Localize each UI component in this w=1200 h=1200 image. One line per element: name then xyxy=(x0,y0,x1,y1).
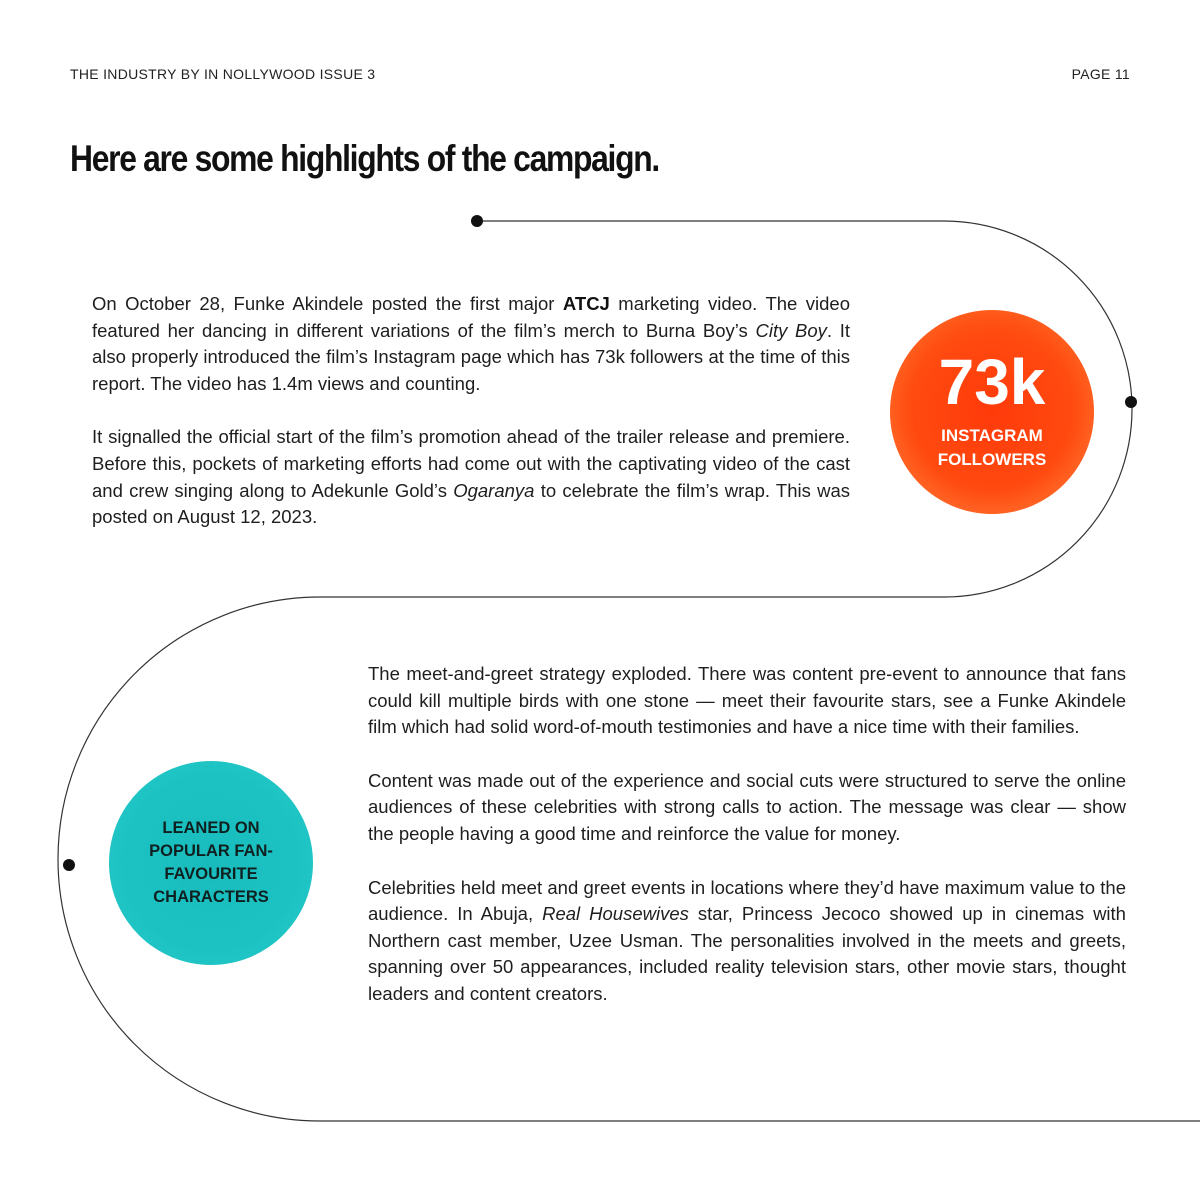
section-2-paragraph-1: The meet-and-greet strategy exploded. There was content pre-event to announce that fans could kill multiple birds with one stone — meet their favourite stars, see a Funke Akindele film which had solid word-of-mouth testimonies and have a nice time with their families. xyxy=(368,663,1126,738)
song-title-italic: Ogaranya xyxy=(453,479,535,501)
section-1-paragraph-1: On October 28, Funke Akindele posted the first major ATCJ marketing video. The video featured her dancing in different variations of the film’s merch to Burna Boy’s City Boy. It also properly introduced the film’s Instagram page which has 73k followers at the time of this report. The video has 1.4m views and counting. xyxy=(92,293,851,394)
show-title-italic: Real Housewives xyxy=(542,903,689,925)
publication-name: THE INDUSTRY BY IN NOLLYWOOD ISSUE 3 xyxy=(70,66,376,82)
strategy-badge-circle xyxy=(109,761,313,965)
stat-label: INSTAGRAM FOLLOWERS xyxy=(937,426,1047,469)
page-number: PAGE 11 xyxy=(1071,66,1130,82)
page-title: Here are some highlights of the campaign. xyxy=(70,138,659,179)
badge-label: LEANED ON POPULAR FAN-FAVOURITE CHARACTERS xyxy=(149,819,273,906)
timeline-dot-right xyxy=(1125,396,1137,408)
section-1-text xyxy=(92,291,850,531)
film-title-bold: ATCJ xyxy=(562,293,610,314)
section-1-paragraph-2: It signalled the official start of the film’s promotion ahead of the trailer release and premiere. Before this, pockets of marketing efforts had come out with the captivating video of the cast and crew singing along to Adekunle Gold’s Ogaranya to celebrate the film’s wrap. This was posted on August 12, 2023. xyxy=(92,426,851,528)
timeline-dot-left xyxy=(63,859,75,871)
section-2-text xyxy=(368,661,1126,1008)
stat-value: 73k xyxy=(938,346,1046,418)
section-2-paragraph-3: Celebrities held meet and greet events in locations where they’d have maximum value to the audience. In Abuja, Real Housewives star, Princess Jecoco showed up in cinemas with Northern cast member, Uzee Usman. The personalities involved in the meets and greets, spanning over 50 appearances, included reality television stars, other movie stars, thought leaders and content creators. xyxy=(368,876,1126,1004)
instagram-stat-circle xyxy=(890,310,1094,514)
timeline-dot-start xyxy=(471,215,483,227)
section-2-paragraph-2: Content was made out of the experience and social cuts were structured to serve the online audiences of these celebrities with strong calls to action. The message was clear — show the people having a good time and reinforce the value for money. xyxy=(368,769,1126,844)
song-title-italic: City Boy xyxy=(755,319,827,341)
